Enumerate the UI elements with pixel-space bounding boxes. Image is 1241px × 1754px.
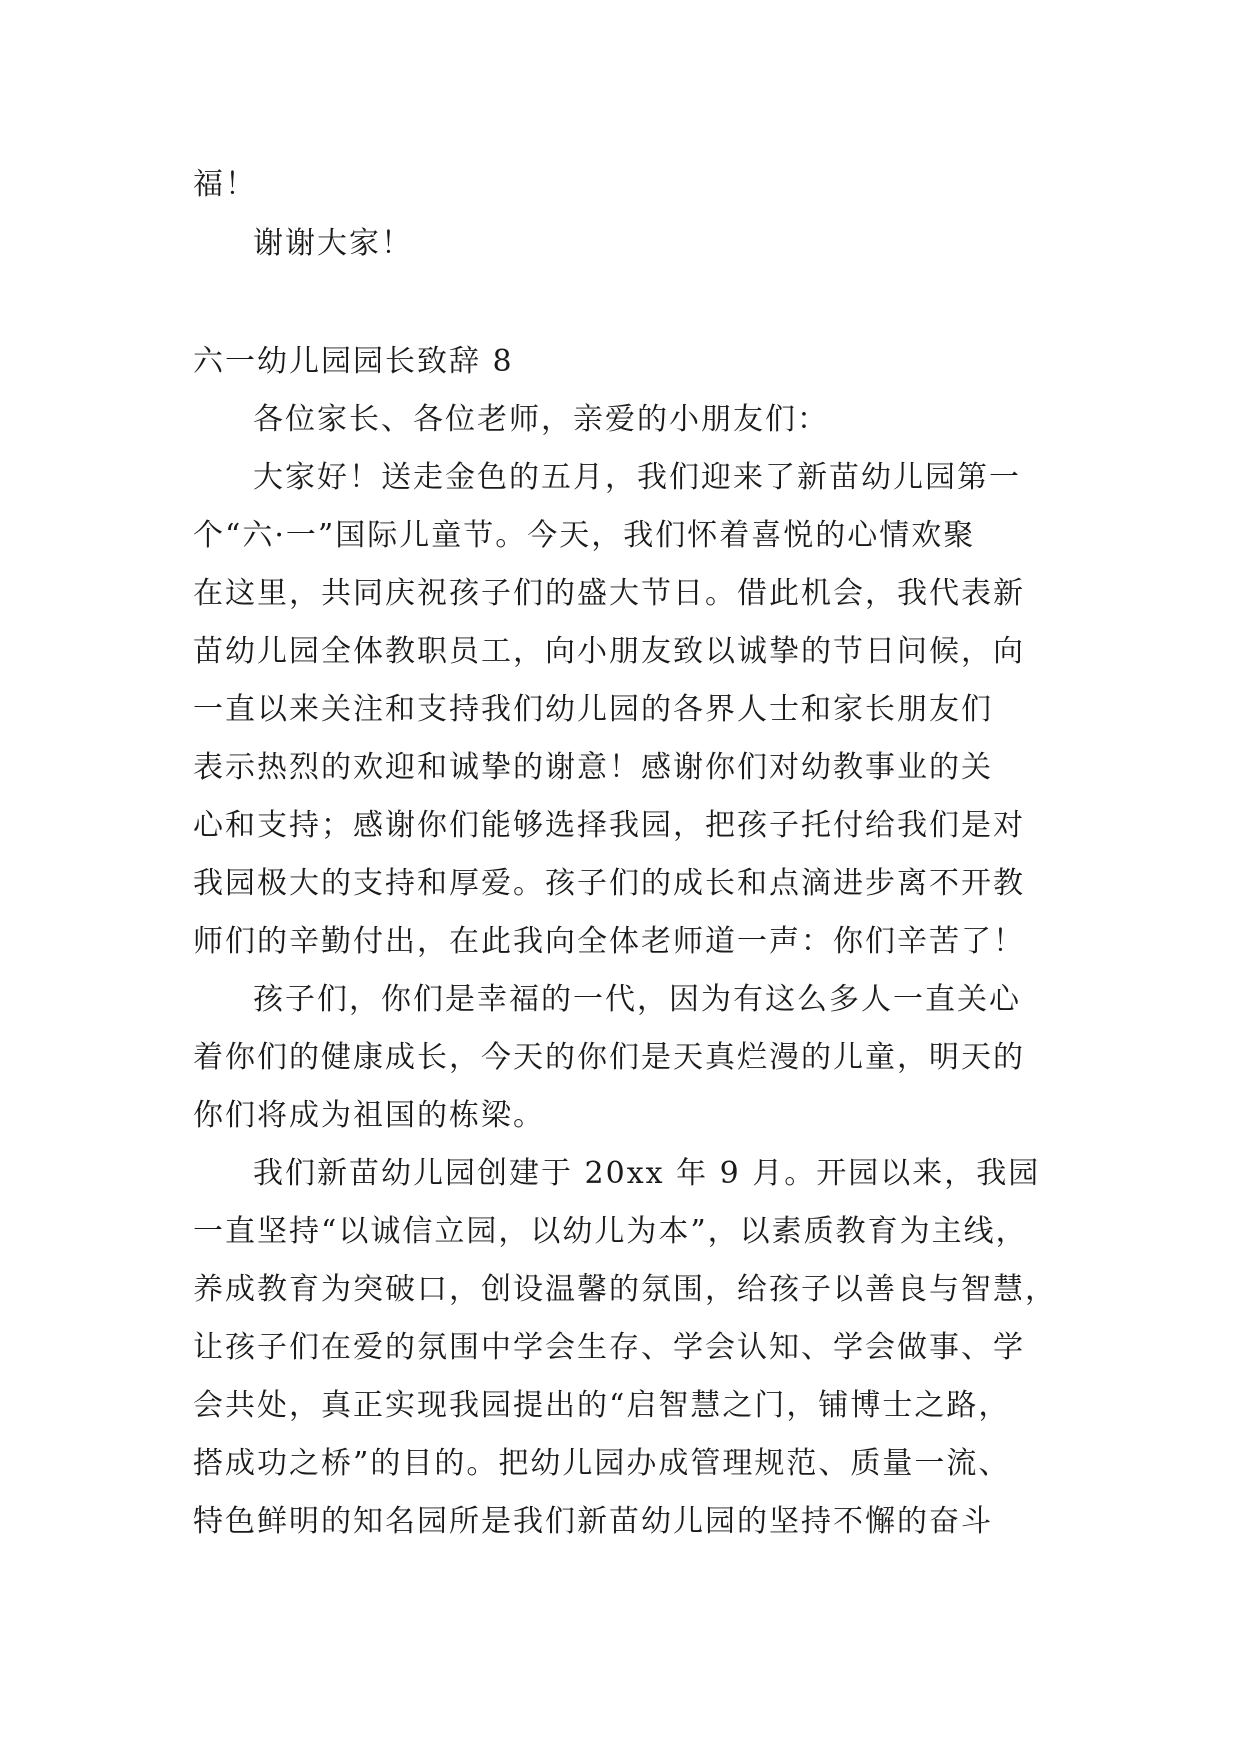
text-line: 孩子们，你们是幸福的一代，因为有这么多人一直关心: [253, 982, 1021, 1017]
text-line: 各位家长、各位老师，亲爱的小朋友们：: [253, 402, 829, 437]
text-line: 养成教育为突破口，创设温馨的氛围，给孩子以善良与智慧，: [193, 1272, 1057, 1307]
text-line: 福！: [193, 167, 257, 202]
text-line: 我园极大的支持和厚爱。孩子们的成长和点滴进步离不开教: [193, 866, 1025, 901]
text-line: 让孩子们在爱的氛围中学会生存、学会认知、学会做事、学: [193, 1330, 1025, 1365]
text-line: 我们新苗幼儿园创建于 20xx 年 9 月。开园以来，我园: [253, 1156, 1041, 1191]
text-line: 表示热烈的欢迎和诚挚的谢意！感谢你们对幼教事业的关: [193, 750, 993, 785]
text-line: 你们将成为祖国的栋梁。: [193, 1098, 545, 1133]
text-line: 着你们的健康成长，今天的你们是天真烂漫的儿童，明天的: [193, 1040, 1025, 1075]
text-line: 个“六·一”国际儿童节。今天，我们怀着喜悦的心情欢聚: [193, 518, 976, 553]
text-line: 一直坚持“以诚信立园，以幼儿为本”，以素质教育为主线，: [193, 1214, 1028, 1249]
text-line: 大家好！送走金色的五月，我们迎来了新苗幼儿园第一: [253, 460, 1021, 495]
text-line: 苗幼儿园全体教职员工，向小朋友致以诚挚的节日问候，向: [193, 634, 1025, 669]
text-line: 会共处，真正实现我园提出的“启智慧之门，铺博士之路，: [193, 1388, 1011, 1423]
text-line: 师们的辛勤付出，在此我向全体老师道一声：你们辛苦了！: [193, 924, 1025, 959]
text-line: 谢谢大家！: [253, 226, 413, 261]
text-line: 特色鲜明的知名园所是我们新苗幼儿园的坚持不懈的奋斗: [193, 1504, 993, 1539]
text-line: 一直以来关注和支持我们幼儿园的各界人士和家长朋友们: [193, 692, 993, 727]
text-line: 心和支持；感谢你们能够选择我园，把孩子托付给我们是对: [193, 808, 1025, 843]
text-line: 搭成功之桥”的目的。把幼儿园办成管理规范、质量一流、: [193, 1446, 1011, 1481]
text-line: 在这里，共同庆祝孩子们的盛大节日。借此机会，我代表新: [193, 576, 1025, 611]
section-heading: 六一幼儿园园长致辞 8: [193, 344, 514, 379]
